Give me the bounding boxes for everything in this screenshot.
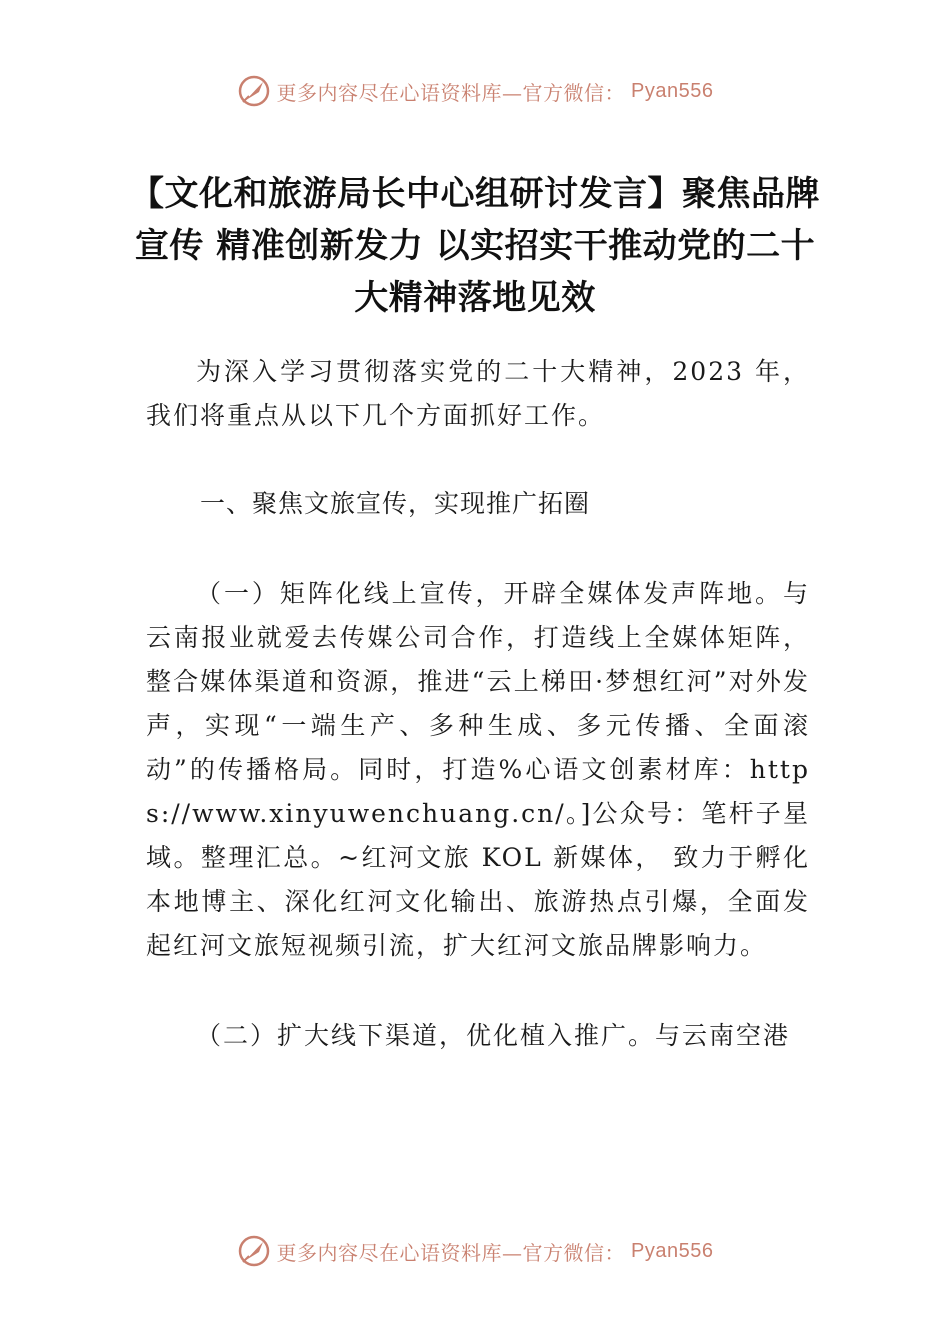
item-two-paragraph: （二）扩大线下渠道，优化植入推广。与云南空港 bbox=[196, 1021, 791, 1050]
header-watermark bbox=[0, 74, 950, 108]
item-one-paragraph: （一）矩阵化线上宣传，开辟全媒体发声阵地。与云南报业就爱去传媒公司合作，打造线上全媒体矩阵，整合媒体渠道和资源，推进“云上梯田·梦想红河”对外发声，实现“一端生产、多种生成、多元传播、全面滚动”的传播格局。同时，打造%心语文创素材库：https://www.xinyuwenchuang.cn/。]公众号：笔杆子星域。整理汇总。~红河文旅 KOL 新媒体， 致力于孵化本地博主、深化红河文化输出、旅游热点引爆，全面发起红河文旅短视频引流，扩大红河文旅品牌影响力。 bbox=[146, 579, 810, 960]
quill-logo-icon bbox=[237, 1234, 271, 1268]
watermark-wechat-id: Pyan556 bbox=[631, 79, 714, 102]
watermark-text: 更多内容尽在心语资料库—官方微信： bbox=[276, 1240, 626, 1265]
document-title: 【文化和旅游局长中心组研讨发言】聚焦品牌宣传 精准创新发力 以实招实干推动党的二十大精神落地见效 bbox=[130, 174, 820, 318]
watermark-wechat-id: Pyan556 bbox=[631, 1239, 714, 1262]
quill-logo-icon bbox=[237, 74, 271, 108]
footer-watermark bbox=[0, 1234, 950, 1268]
watermark-text: 更多内容尽在心语资料库—官方微信： bbox=[276, 80, 626, 105]
section-one-heading: 一、聚焦文旅宣传，实现推广拓圈 bbox=[200, 489, 591, 518]
intro-paragraph: 为深入学习贯彻落实党的二十大精神，2023 年，我们将重点从以下几个方面抓好工作。 bbox=[146, 357, 810, 430]
